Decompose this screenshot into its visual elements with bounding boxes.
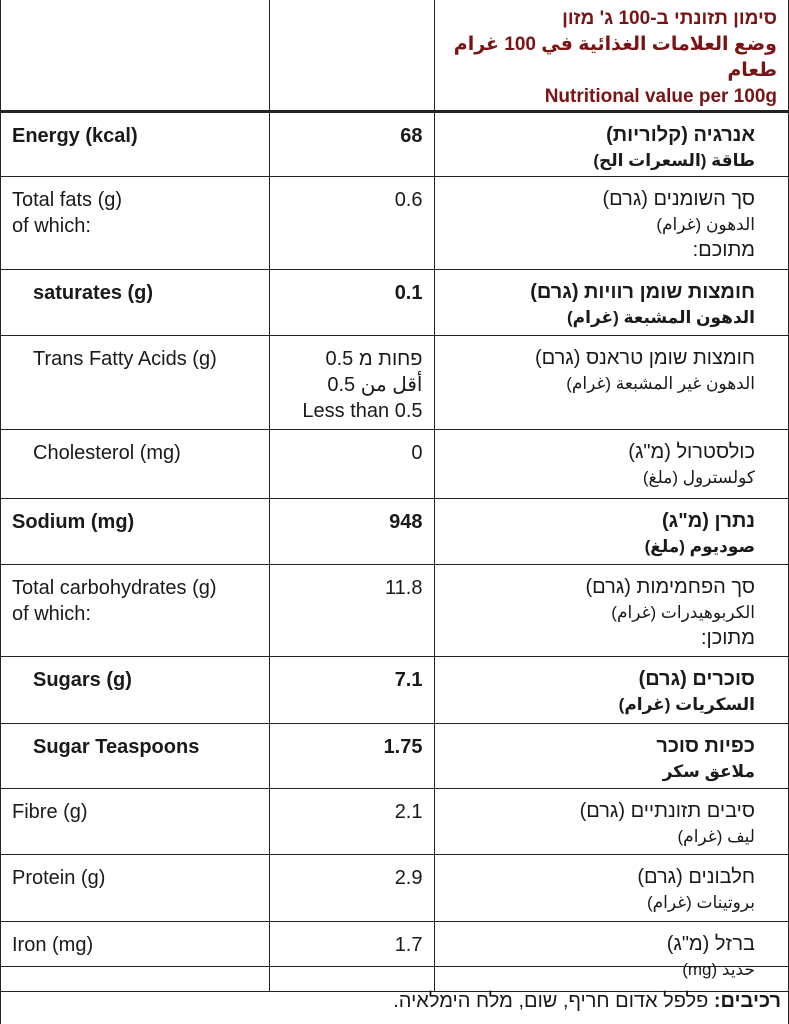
nutrient-name-he: ברזל (מ"ג) حديد (mg) — [434, 922, 788, 992]
nutrient-name-ar: صوديوم (ملغ) — [644, 537, 755, 556]
nutrient-name-he: חומצות שומן רוויות (גרם) الدهون المشبعة (غرام) — [434, 270, 788, 336]
table-row — [1, 789, 788, 855]
table-row — [1, 724, 788, 789]
nutrient-name-ar: حديد (mg) — [682, 960, 755, 979]
nutrient-value: 68 — [269, 112, 434, 177]
nutrient-name-he: סיבים תזונתיים (גרם) ليف (غرام) — [434, 789, 788, 855]
nutrient-name-ar: بروتينات (غرام) — [646, 893, 755, 912]
ingredients-line — [1, 966, 788, 1024]
nutrient-value: 0.1 — [269, 270, 434, 336]
nutrient-name-en: Cholesterol (mg) — [1, 430, 269, 499]
nutrient-name-he: חלבונים (גרם) بروتينات (غرام) — [434, 855, 788, 922]
table-row — [1, 657, 788, 724]
table-row — [1, 270, 788, 336]
header-english: Nutritional value per 100g — [544, 86, 777, 107]
nutrient-name-en: Energy (kcal) — [1, 112, 269, 177]
table-row — [1, 336, 788, 430]
nutrient-name-he: סך הפחמימות (גרם) الكربوهيدرات (غرام) מתוכן: — [434, 565, 788, 657]
nutrient-name-en: Sugar Teaspoons — [1, 724, 269, 789]
header-row — [1, 0, 788, 112]
nutrition-table — [1, 0, 788, 992]
nutrient-name-he: סוכרים (גרם) السكريات (غرام) — [434, 657, 788, 724]
nutrient-name-en: Fibre (g) — [1, 789, 269, 855]
table-row — [1, 430, 788, 499]
nutrient-name-ar: السكريات (غرام) — [618, 695, 755, 714]
header-arabic: وضع العلامات الغذائية في 100 غرام طعام — [453, 34, 777, 81]
nutrient-value: 2.1 — [269, 789, 434, 855]
nutrient-name-en: Total fats (g) of which: — [1, 177, 269, 270]
nutrient-name-en: saturates (g) — [1, 270, 269, 336]
header-empty-cell — [269, 0, 434, 112]
nutrient-name-ar: كولسترول (ملغ) — [642, 468, 755, 487]
table-row — [1, 499, 788, 565]
nutrient-name-en: Sodium (mg) — [1, 499, 269, 565]
nutrient-name-ar: ملاعق سكر — [662, 762, 755, 781]
nutrient-value: 11.8 — [269, 565, 434, 657]
nutrient-name-he: סך השומנים (גרם) الدهون (غرام) מתוכם: — [434, 177, 788, 270]
nutrient-name-he: חומצות שומן טראנס (גרם) الدهون غير المشبعة (غرام) — [434, 336, 788, 430]
header-hebrew: סימון תזונתי ב-100 ג' מזון — [562, 8, 777, 29]
nutrient-value: 1.75 — [269, 724, 434, 789]
nutrient-name-ar: الدهون غير المشبعة (غرام) — [566, 374, 755, 393]
nutrient-name-ar: الدهون المشبعة (غرام) — [567, 308, 755, 327]
nutrient-name-ar: ليف (غرام) — [677, 827, 755, 846]
table-row — [1, 112, 788, 177]
nutrient-value: 7.1 — [269, 657, 434, 724]
nutrient-name-he: כפיות סוכר ملاعق سكر — [434, 724, 788, 789]
header-cell — [434, 0, 788, 112]
nutrient-value: פחות מ 0.5 أقل من 0.5 Less than 0.5 — [269, 336, 434, 430]
nutrient-name-en: Sugars (g) — [1, 657, 269, 724]
nutrient-name-en: Trans Fatty Acids (g) — [1, 336, 269, 430]
nutrient-name-ar: الكربوهيدرات (غرام) — [611, 603, 755, 622]
nutrient-name-en: Protein (g) — [1, 855, 269, 922]
table-row — [1, 565, 788, 657]
nutrient-name-ar: طاقة (السعرات الح) — [593, 151, 755, 170]
nutrient-value: 0 — [269, 430, 434, 499]
table-row — [1, 177, 788, 270]
nutrient-name-he: נתרן (מ"ג) صوديوم (ملغ) — [434, 499, 788, 565]
ingredients-label: רכיבים: — [713, 990, 781, 1012]
nutrient-value: 1.7 — [269, 922, 434, 992]
table-row — [1, 855, 788, 922]
header-empty-cell — [1, 0, 269, 112]
nutrient-name-he: כולסטרול (מ"ג) كولسترول (ملغ) — [434, 430, 788, 499]
nutrient-value: 2.9 — [269, 855, 434, 922]
nutrient-value: 0.6 — [269, 177, 434, 270]
nutrient-value: 948 — [269, 499, 434, 565]
ingredients-text: פלפל אדום חריף, שום, מלח הימלאיה. — [393, 990, 709, 1012]
nutrient-name-he: אנרגיה (קלוריות) طاقة (السعرات الح) — [434, 112, 788, 177]
nutrient-name-en: Iron (mg) — [1, 922, 269, 992]
nutrient-name-ar: الدهون (غرام) — [656, 215, 755, 234]
nutrient-name-en: Total carbohydrates (g) of which: — [1, 565, 269, 657]
